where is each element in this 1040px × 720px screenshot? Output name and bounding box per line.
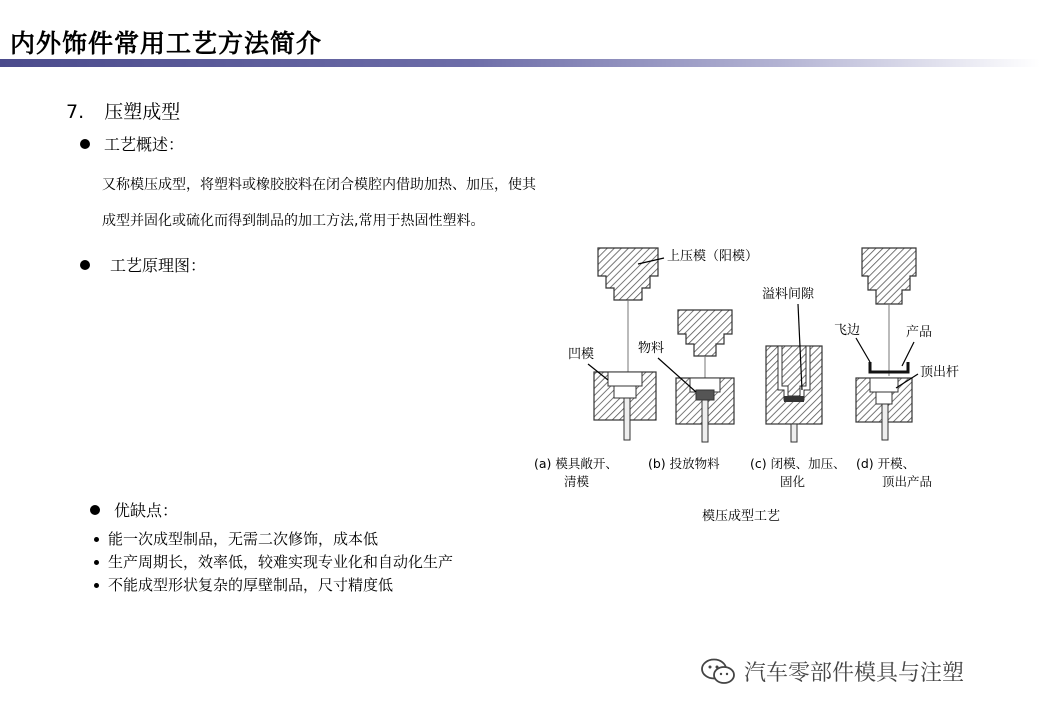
label-ejector: 顶出杆: [920, 365, 960, 380]
list-item: [94, 574, 453, 597]
bullet-dot-icon: [94, 537, 99, 542]
page-title: 内外饰件常用工艺方法简介: [10, 29, 323, 58]
wechat-icon: [700, 657, 736, 687]
label-cavity-mold: 凹模: [568, 347, 595, 362]
step-c-line-1: (c) 闭模、加压、: [750, 456, 846, 471]
step-d-line-2: 顶出产品: [882, 474, 933, 489]
process-diagram-svg: [530, 240, 980, 530]
principle-heading: [80, 253, 206, 276]
label-overflow-gap: 溢料间隙: [762, 287, 815, 302]
diagram-caption: 模压成型工艺: [702, 509, 781, 524]
pros-cons-heading: [90, 498, 178, 521]
list-item: [94, 528, 453, 551]
step-b-molds: [676, 310, 734, 442]
pros-cons-list: [94, 528, 453, 597]
label-product: 产品: [906, 325, 933, 340]
bullet-dot-icon: [94, 560, 99, 565]
step-c-molds: [766, 346, 822, 442]
watermark-text: 汽车零部件模具与注塑: [744, 661, 965, 686]
label-material: 物料: [638, 341, 665, 356]
watermark: [700, 656, 964, 687]
list-item: [94, 551, 453, 574]
overview-heading: [80, 132, 184, 155]
pros-cons-label: 优缺点：: [114, 501, 179, 520]
section-number: 7.: [66, 101, 85, 123]
bullet-dot-icon: [80, 139, 90, 149]
overview-line-2: 成型并固化或硫化而得到制品的加工方法,常用于热固性塑料。: [102, 213, 485, 229]
bullet-dot-icon: [80, 260, 90, 270]
step-b-line-1: (b) 投放物料: [648, 456, 720, 471]
step-a-line-1: (a) 模具敞开、: [534, 456, 618, 471]
bullet-dot-icon: [94, 583, 99, 588]
label-flash: 飞边: [834, 323, 861, 338]
compression-molding-diagram: [530, 240, 980, 534]
list-item-text: 生产周期长，效率低，较难实现专业化和自动化生产: [108, 553, 454, 571]
list-item-text: 能一次成型制品，无需二次修饰，成本低: [108, 530, 379, 548]
overview-line-1: 又称模压成型，将塑料或橡胶胶料在闭合模腔内借助加热、加压，使其: [102, 177, 536, 193]
overview-label: 工艺概述：: [104, 135, 185, 154]
label-upper-mold: 上压模（阳模）: [667, 249, 759, 264]
step-a-line-2: 清模: [564, 474, 590, 489]
step-d-molds: [856, 248, 916, 440]
bullet-dot-icon: [90, 505, 100, 515]
step-d-line-1: (d) 开模、: [856, 456, 916, 471]
section-title: 压塑成型: [104, 101, 181, 123]
step-c-line-2: 固化: [780, 474, 806, 489]
title-underline-bar: [0, 59, 1040, 67]
principle-label: 工艺原理图：: [110, 256, 207, 275]
section-heading: [66, 97, 180, 124]
list-item-text: 不能成型形状复杂的厚壁制品，尺寸精度低: [108, 576, 394, 594]
